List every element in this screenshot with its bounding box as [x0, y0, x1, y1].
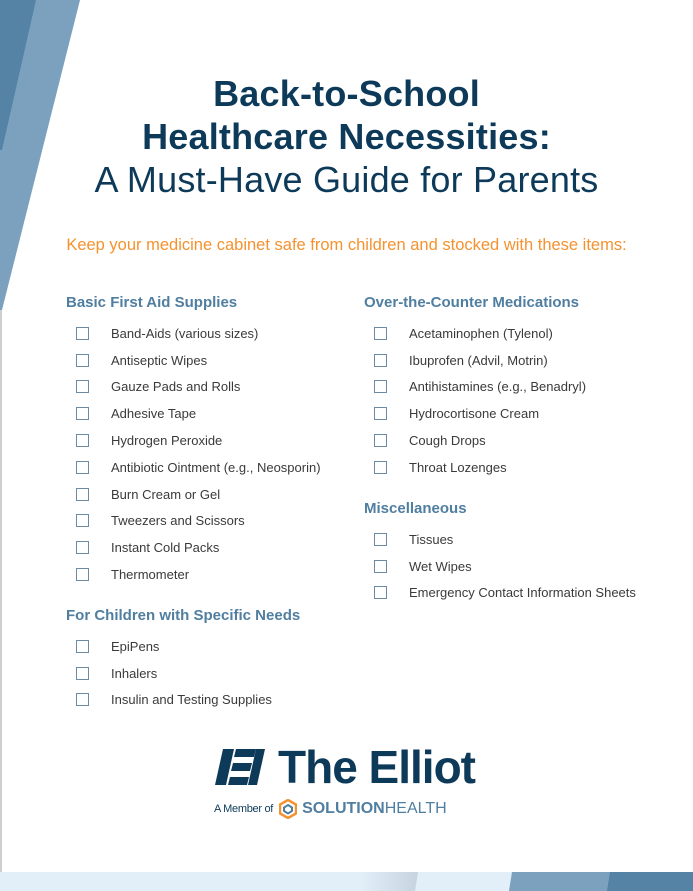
section-first-aid [66, 294, 321, 588]
checkbox[interactable] [374, 407, 387, 420]
section-heading: For Children with Specific Needs [66, 607, 301, 624]
checkbox[interactable] [374, 327, 387, 340]
section-heading: Miscellaneous [364, 500, 467, 517]
checklist-item-label: Instant Cold Packs [111, 540, 220, 556]
checkbox[interactable] [76, 354, 89, 367]
checkbox[interactable] [76, 380, 89, 393]
title-line-3: A Must-Have Guide for Parents [94, 159, 599, 200]
checklist [66, 320, 321, 588]
member-line [214, 799, 447, 819]
title-line-1: Back-to-School [213, 73, 480, 114]
checklist-item-label: Adhesive Tape [111, 406, 197, 422]
checklist-item-label: Tweezers and Scissors [111, 513, 245, 529]
checkbox[interactable] [374, 586, 387, 599]
checklist-item-label: Emergency Contact Information Sheets [409, 585, 636, 601]
checklist-item-label: Hydrocortisone Cream [409, 406, 540, 422]
checklist-item[interactable] [364, 374, 586, 401]
elliot-logo-icon [214, 747, 266, 787]
checklist-item-label: Antiseptic Wipes [111, 352, 208, 368]
section-heading: Basic First Aid Supplies [66, 294, 238, 311]
member-prefix: A Member of [214, 803, 274, 815]
checklist-item[interactable] [364, 347, 586, 374]
checkbox[interactable] [76, 488, 89, 501]
checklist-item[interactable] [364, 427, 586, 454]
checklist-item[interactable] [66, 633, 300, 660]
checklist-item[interactable] [66, 400, 321, 427]
section-heading: Over-the-Counter Medications [364, 294, 580, 311]
checklist-item[interactable] [364, 553, 636, 580]
checklist-item-label: Band-Aids (various sizes) [111, 325, 259, 341]
checklist-item-label: Tissues [409, 531, 454, 547]
title-line-2: Healthcare Necessities: [142, 116, 551, 157]
checklist-item-label: Wet Wipes [409, 558, 472, 574]
checkbox[interactable] [374, 434, 387, 447]
partner-name-bold: SOLUTION [302, 800, 385, 817]
checkbox[interactable] [76, 434, 89, 447]
checklist-item-label: Insulin and Testing Supplies [111, 692, 272, 708]
checklist-item[interactable] [66, 660, 300, 687]
checklist-item[interactable] [364, 526, 636, 553]
checklist [364, 320, 586, 481]
checklist-item-label: Antibiotic Ointment (e.g., Neosporin) [111, 459, 321, 475]
checklist [66, 633, 300, 713]
partner-name-light: HEALTH [384, 800, 447, 817]
checkbox[interactable] [374, 461, 387, 474]
checklist-item-label: Thermometer [111, 567, 190, 583]
checklist-item[interactable] [66, 427, 321, 454]
section-miscellaneous [364, 500, 636, 606]
checklist-item[interactable] [364, 454, 586, 481]
checkbox[interactable] [374, 354, 387, 367]
section-specific-needs [66, 607, 300, 713]
checklist-item[interactable] [66, 687, 300, 714]
checklist-item-label: EpiPens [111, 638, 160, 654]
checklist-item-label: Acetaminophen (Tylenol) [409, 325, 553, 341]
checkbox[interactable] [374, 560, 387, 573]
checklist-item-label: Gauze Pads and Rolls [111, 379, 241, 395]
checklist-item-label: Burn Cream or Gel [111, 486, 221, 502]
checkbox[interactable] [76, 640, 89, 653]
checklist-item[interactable] [364, 400, 586, 427]
page-title [0, 72, 693, 201]
checkbox[interactable] [76, 667, 89, 680]
checklist-item[interactable] [66, 534, 321, 561]
checklist-item-label: Cough Drops [409, 433, 486, 449]
checkbox[interactable] [374, 533, 387, 546]
checklist [364, 526, 636, 606]
checklist-item-label: Antihistamines (e.g., Benadryl) [409, 379, 587, 395]
checkbox[interactable] [374, 380, 387, 393]
checkbox[interactable] [76, 568, 89, 581]
checklist-item-label: Throat Lozenges [409, 459, 507, 475]
checklist-item[interactable] [364, 580, 636, 607]
checklist-item-label: Hydrogen Peroxide [111, 433, 223, 449]
checkbox[interactable] [76, 407, 89, 420]
checklist-item[interactable] [66, 320, 321, 347]
checklist-item-label: Inhalers [111, 665, 158, 681]
subtitle: Keep your medicine cabinet safe from children and stocked with these items: [66, 236, 627, 254]
checkbox[interactable] [76, 461, 89, 474]
checklist-item[interactable] [66, 508, 321, 535]
section-otc-medications [364, 294, 586, 481]
checkbox[interactable] [76, 514, 89, 527]
checkbox[interactable] [76, 541, 89, 554]
solutionhealth-hexagon-icon [279, 799, 297, 819]
checklist-item-label: Ibuprofen (Advil, Motrin) [409, 352, 548, 368]
elliot-logo [214, 741, 475, 793]
logo-wordmark: The Elliot [278, 741, 475, 793]
checklist-item[interactable] [66, 481, 321, 508]
checkbox[interactable] [76, 327, 89, 340]
checkbox[interactable] [76, 693, 89, 706]
checklist-item[interactable] [364, 320, 586, 347]
checklist-item[interactable] [66, 454, 321, 481]
decorative-band-bottom [0, 872, 693, 891]
checklist-item[interactable] [66, 561, 321, 588]
checklist-item[interactable] [66, 374, 321, 401]
checklist-item[interactable] [66, 347, 321, 374]
